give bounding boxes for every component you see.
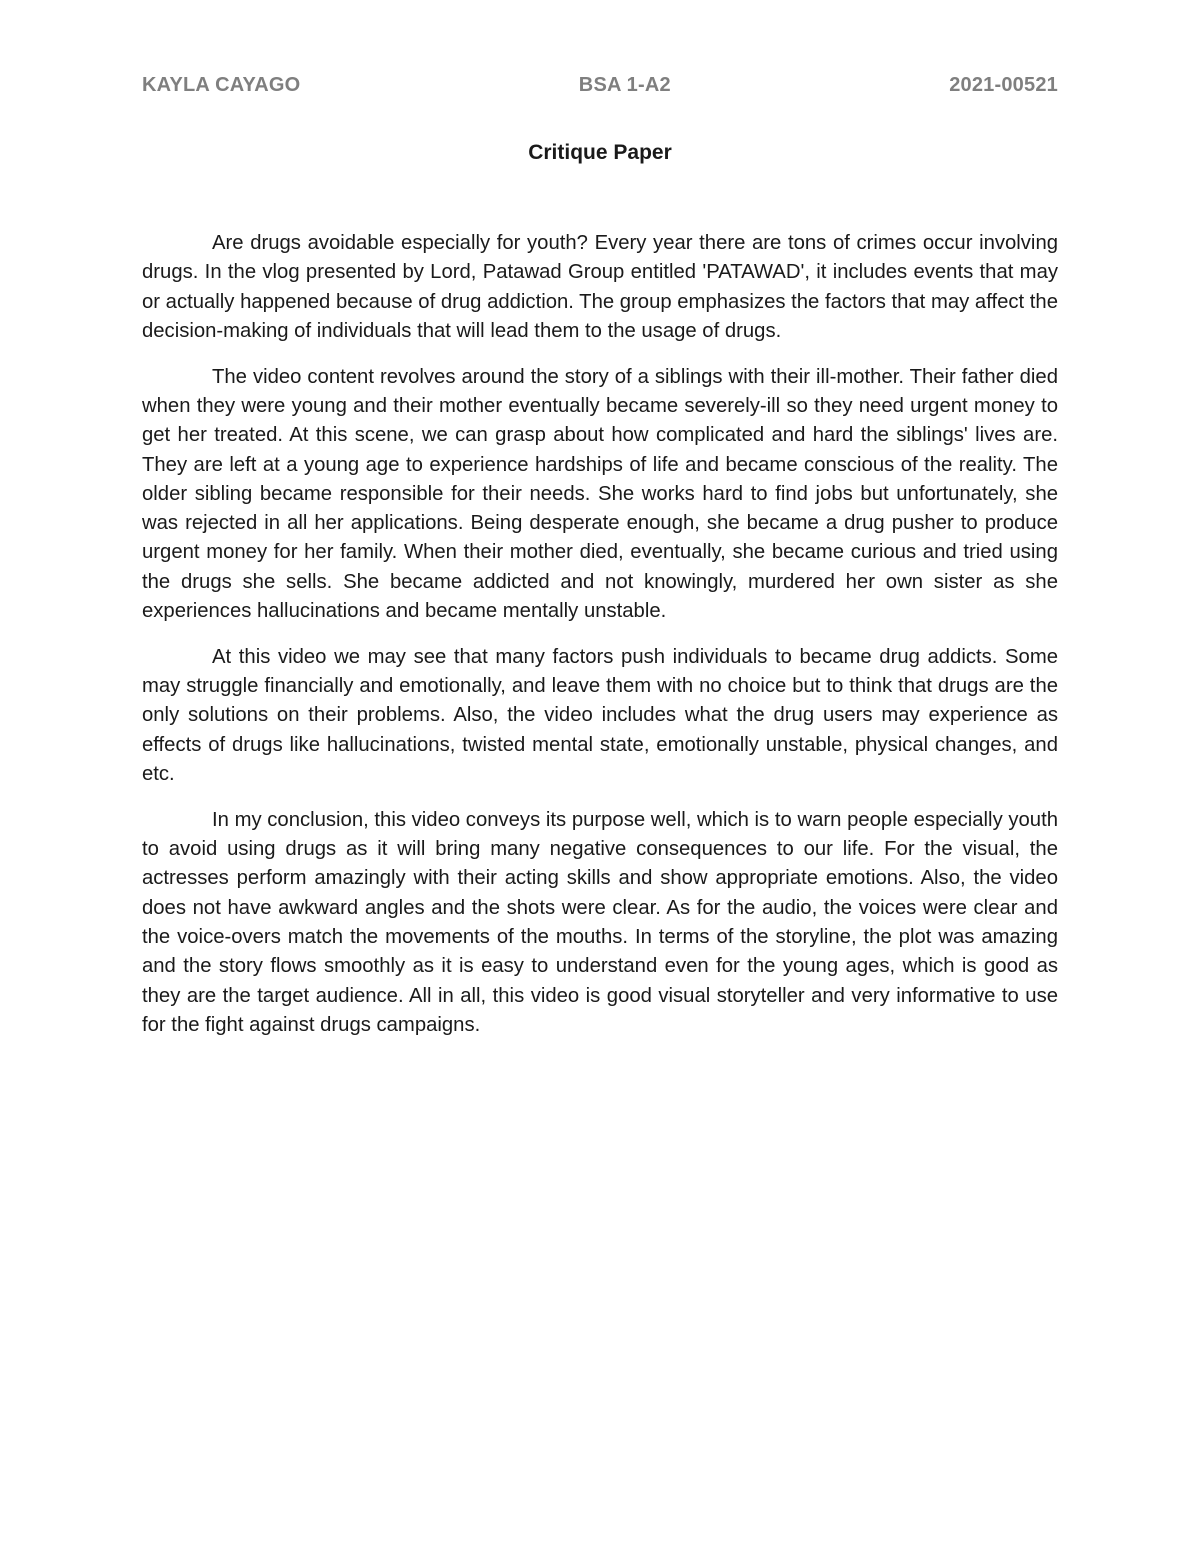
paragraph: The video content revolves around the story of a siblings with their ill-mother. Their father died when they were young and their mother eventually became severely-ill so they need urgent money to get her treated. At this scene, we can grasp about how complicated and hard the siblings' lives are. They are left at a young age to experience hardships of life and became conscious of the reality. The older sibling became responsible for their needs. She works hard to find jobs but unfortunately, she was rejected in all her applications. Being desperate enough, she became a drug pusher to produce urgent money for her family. When their mother died, eventually, she became curious and tried using the drugs she sells. She became addicted and not knowingly, murdered her own sister as she experiences hallucinations and became mentally unstable. (142, 365, 1058, 623)
author-name: KAYLA CAYAGO (142, 73, 301, 96)
section-label: BSA 1-A2 (578, 73, 671, 96)
paragraph: Are drugs avoidable especially for youth? Every year there are tons of crimes occur involving drugs. In the vlog presented by Lord, Patawad Group entitled 'PATAWAD', it includes events that may or actually happened because of drug addiction. The group emphasizes the factors that may affect the decision-making of individuals that will lead them to the usage of drugs. (142, 232, 1058, 342)
paragraph: In my conclusion, this video conveys its purpose well, which is to warn people especially youth to avoid using drugs as it will bring many negative consequences to our life. For the visual, the actresses perform amazingly with their acting skills and show appropriate emotions. Also, the video does not have awkward angles and the shots were clear. As for the audio, the voices were clear and the voice-overs match the movements of the mouths. In terms of the storyline, the plot was amazing and the story flows smoothly as it is easy to understand even for the young ages, which is good as they are the target audience. All in all, this video is good visual storyteller and very informative to use for the fight against drugs campaigns. (142, 808, 1058, 1036)
document-title: Critique Paper (528, 141, 672, 164)
student-id: 2021-00521 (949, 73, 1058, 96)
document-body (142, 229, 1058, 1057)
paragraph: At this video we may see that many factors push individuals to became drug addicts. Some may struggle financially and emotionally, and leave them with no choice but to think that drugs are the only solutions on their problems. Also, the video includes what the drug users may experience as effects of drugs like hallucinations, twisted mental state, emotionally unstable, physical changes, and etc. (142, 645, 1058, 786)
page-header (142, 70, 1058, 100)
